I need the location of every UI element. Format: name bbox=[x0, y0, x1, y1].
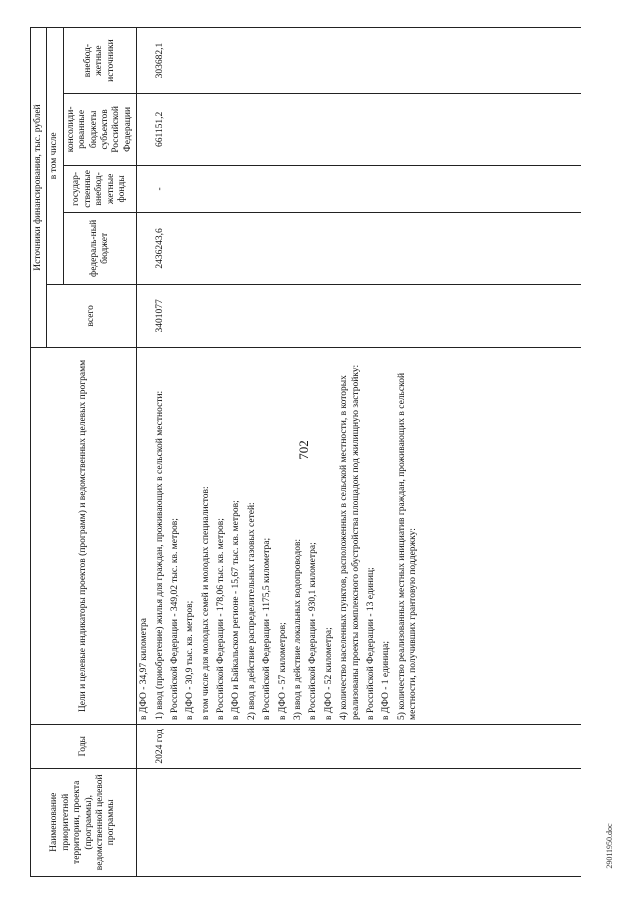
funding-table bbox=[30, 27, 581, 877]
value-federal: 2436243,6 bbox=[155, 228, 166, 269]
goal-line: 4) количество населенных пунктов, расположенных в сельской местности, в которых реализованы проекты комплексного обустройства площадок под жилищную застройку: bbox=[339, 364, 361, 720]
header-goals: Цели и целевые индикаторы проектов (программ) и ведомственных целевых программ bbox=[31, 348, 137, 725]
goal-line: 5) количество реализованных местных инициатив граждан, проживающих в сельской местности, получивших грантовую поддержку: bbox=[396, 372, 419, 720]
cell-year bbox=[137, 724, 582, 768]
goal-line: 1) ввод (приобретение) жилья для граждан, проживающих в сельской местности: bbox=[154, 390, 165, 720]
header-total: всего bbox=[47, 284, 137, 347]
goal-line: в ДФО и Байкальском регионе - 15,67 тыс. кв. метров; bbox=[231, 500, 242, 720]
cell-regional bbox=[137, 94, 582, 165]
goal-line: в Российской Федерации - 1175,5 километра; bbox=[262, 537, 273, 720]
document-sheet bbox=[30, 27, 610, 877]
header-regional: консолиди-рованные бюджеты субъектов Российской Федерации bbox=[63, 94, 136, 165]
value-external: 303682,1 bbox=[155, 42, 166, 79]
goal-line: 3) ввод в действие локальных водопроводов: bbox=[293, 538, 304, 720]
value-offbudget: - bbox=[155, 187, 166, 191]
goal-line: в Российской Федерации - 349,02 тыс. кв. метров; bbox=[169, 518, 180, 720]
header-including: в том числе bbox=[47, 28, 63, 285]
goal-line: в Российской Федерации - 13 единиц; bbox=[365, 567, 376, 720]
goal-line: в ДФО - 1 единица; bbox=[381, 640, 392, 720]
goal-line: в ДФО - 52 километра; bbox=[323, 627, 334, 720]
header-funding: Источники финансирования, тыс. рублей bbox=[31, 28, 47, 348]
cell-goals bbox=[137, 348, 582, 725]
header-federal: федераль-ный бюджет bbox=[63, 213, 136, 284]
cell-external bbox=[137, 28, 582, 94]
goal-line: 2) ввод в действие распределительных газовых сетей: bbox=[246, 502, 257, 720]
header-external: внебюд-жетные источники bbox=[63, 28, 136, 94]
value-total: 3401077 bbox=[155, 299, 166, 333]
header-offbudget: государ-ственные внебюд-жетные фонды bbox=[63, 165, 136, 213]
goal-line: в ДФО - 30,9 тыс. кв. метров; bbox=[185, 600, 196, 720]
table-row bbox=[137, 28, 582, 877]
goal-line: в том числе для молодых семей и молодых специалистов: bbox=[200, 486, 211, 720]
goal-line: в ДФО - 34,97 километра bbox=[139, 617, 150, 720]
cell-total bbox=[137, 284, 582, 347]
cell-offbudget bbox=[137, 165, 582, 213]
cell-federal bbox=[137, 213, 582, 284]
goal-line: в Российской Федерации - 178,06 тыс. кв. метров; bbox=[216, 518, 227, 720]
cell-name bbox=[137, 768, 582, 876]
goal-line: в ДФО - 57 километров; bbox=[277, 622, 288, 720]
header-name: Наименование приоритетной территории, проекта (программы), ведомственной целевой программы bbox=[31, 768, 137, 876]
footer-filename: 29011950.doc bbox=[605, 823, 614, 869]
page-number: 702 bbox=[296, 440, 311, 460]
goal-line: в Российской Федерации - 930,1 километра; bbox=[308, 542, 319, 720]
value-regional: 661151,2 bbox=[155, 111, 166, 148]
header-years: Годы bbox=[31, 724, 137, 768]
year-label: 2024 год bbox=[155, 729, 166, 764]
